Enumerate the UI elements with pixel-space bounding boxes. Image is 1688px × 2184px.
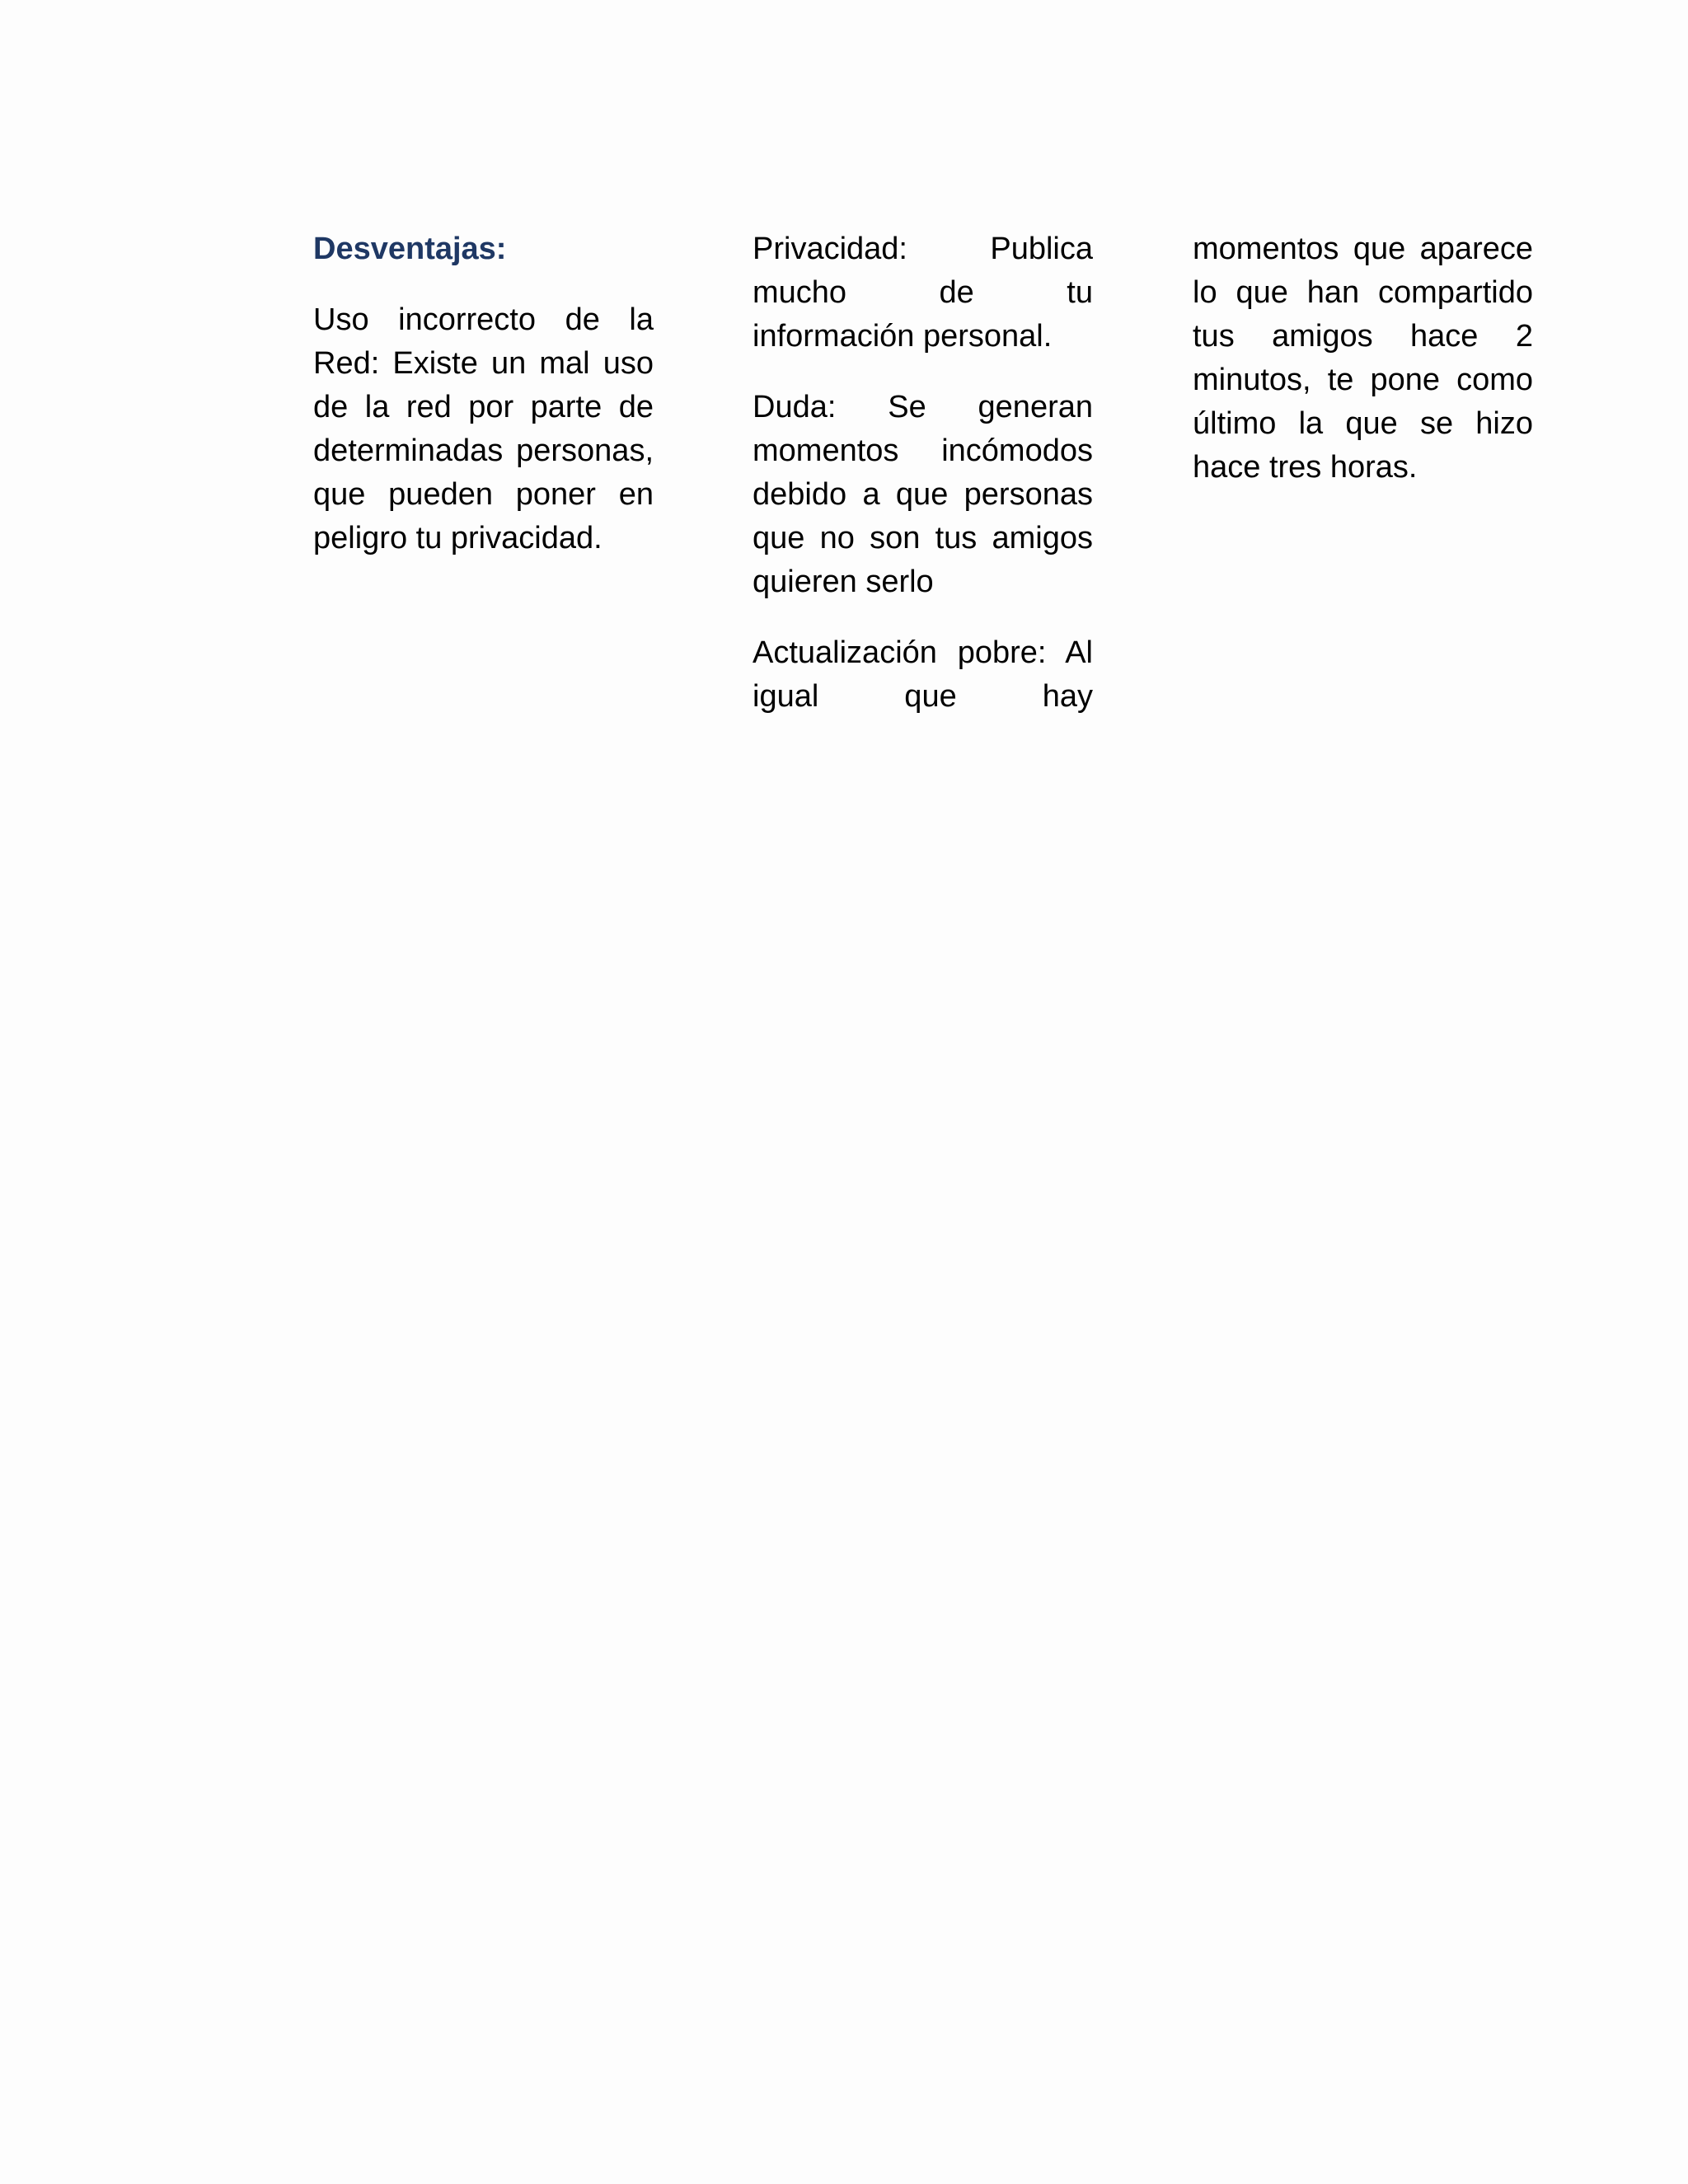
paragraph-poor-update-start: Actualización pobre: Al igual que hay [753, 635, 1093, 714]
paragraph-misuse: Uso incorrecto de la Red: Existe un mal uso de la red por parte de determinadas personas, que pueden poner en peligro tu privacidad. [313, 302, 654, 555]
section-heading: Desventajas: [313, 232, 507, 266]
paragraph-poor-update-continued: momentos que aparece lo que han compartido tus amigos hace 2 minutos, te pone como último la que se hizo hace tres horas. [1193, 232, 1533, 485]
paragraph-privacy: Privacidad: Publica mucho de tu información personal. [753, 232, 1093, 354]
text-column-3 [1193, 227, 1533, 517]
paragraph-doubt: Duda: Se generan momentos incómodos debido a que personas que no son tus amigos quieren serlo [753, 390, 1093, 599]
text-column-1 [313, 227, 654, 588]
text-column-2 [753, 227, 1093, 746]
